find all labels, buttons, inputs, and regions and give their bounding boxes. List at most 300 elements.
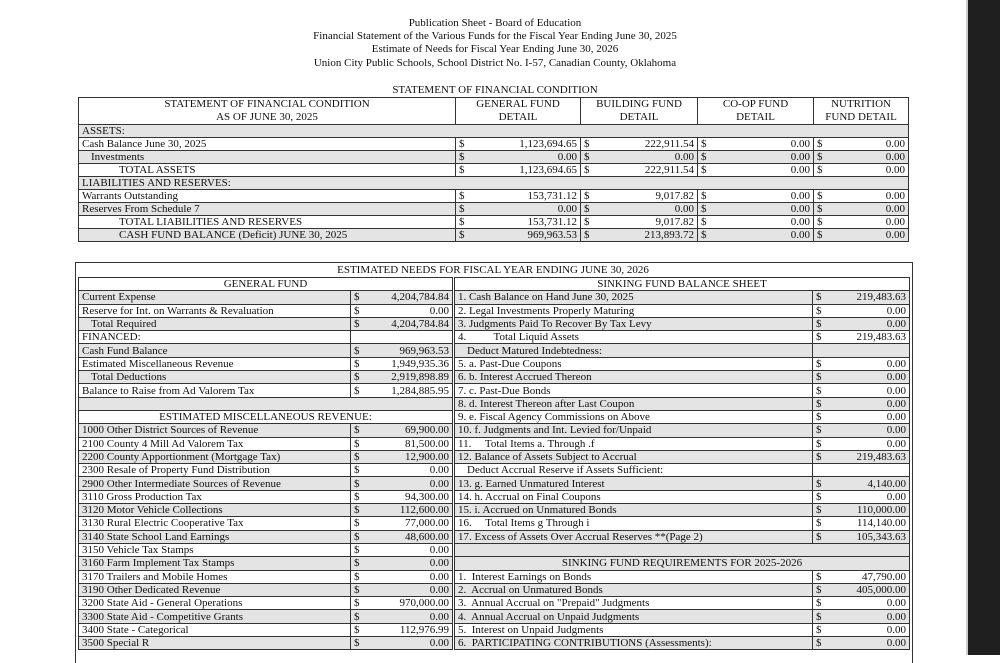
table-row bbox=[455, 504, 910, 517]
table-row bbox=[79, 344, 453, 357]
row-label: 2300 Resale of Property Fund Distribution bbox=[79, 464, 351, 477]
section-title: SINKING FUND BALANCE SHEET bbox=[455, 278, 910, 291]
dollar-sign: $ bbox=[813, 530, 823, 543]
dollar-sign: $ bbox=[351, 490, 361, 503]
row-label: 16. Total Items g Through i bbox=[455, 517, 813, 530]
header-row bbox=[79, 98, 909, 125]
table-row bbox=[455, 517, 910, 530]
row-label: 3200 State Aid - General Operations bbox=[79, 597, 351, 610]
table-row bbox=[455, 410, 910, 423]
cell-value: 1,123,694.65 bbox=[466, 164, 581, 177]
dollar-sign: $ bbox=[456, 151, 466, 164]
dollar-sign: $ bbox=[351, 477, 361, 490]
cell-value: 0.00 bbox=[823, 424, 910, 437]
estimated-needs-title: ESTIMATED NEEDS FOR FISCAL YEAR ENDING JUNE 30, 2026 bbox=[337, 264, 649, 276]
table-row bbox=[79, 490, 453, 503]
row-label: Estimated Miscellaneous Revenue bbox=[79, 357, 351, 370]
cell-value: 0.00 bbox=[823, 490, 910, 503]
row-label: 12. Balance of Assets Subject to Accrual bbox=[455, 450, 813, 463]
dollar-sign: $ bbox=[813, 437, 823, 450]
row-label: 3190 Other Dedicated Revenue bbox=[79, 583, 351, 596]
row-label: 3. Annual Accrual on "Prepaid" Judgments bbox=[455, 597, 813, 610]
table-row bbox=[79, 229, 909, 242]
row-label: Warrants Outstanding bbox=[79, 190, 456, 203]
column-header-fund bbox=[814, 98, 909, 125]
row-label: 2900 Other Intermediate Sources of Revenue bbox=[79, 477, 351, 490]
cell-value: 12,900.00 bbox=[361, 450, 453, 463]
table-row bbox=[455, 610, 910, 623]
cell-value: 969,963.53 bbox=[466, 229, 581, 242]
dollar-sign: $ bbox=[814, 151, 824, 164]
cell-value: 0.00 bbox=[823, 637, 910, 650]
cell-value: 0.00 bbox=[708, 138, 814, 151]
row-label: 3170 Trailers and Mobile Homes bbox=[79, 570, 351, 583]
row-label: 3110 Gross Production Tax bbox=[79, 490, 351, 503]
table-row bbox=[79, 384, 453, 397]
dollar-sign: $ bbox=[813, 637, 823, 650]
dollar-sign: $ bbox=[813, 397, 823, 410]
row-label: TOTAL ASSETS bbox=[79, 164, 456, 177]
cell-value: 0.00 bbox=[823, 437, 910, 450]
cell-value: 0.00 bbox=[823, 357, 910, 370]
table-row bbox=[79, 164, 909, 177]
dollar-sign: $ bbox=[351, 557, 361, 570]
row-label: 3300 State Aid - Competitive Grants bbox=[79, 610, 351, 623]
cell-value: 405,000.00 bbox=[823, 583, 910, 596]
table-row bbox=[455, 570, 910, 583]
col-title: BUILDING FUND bbox=[596, 98, 682, 110]
row-label: 5. a. Past-Due Coupons bbox=[455, 357, 813, 370]
dollar-sign: $ bbox=[581, 164, 591, 177]
cell-value: 77,000.00 bbox=[361, 517, 453, 530]
cell-value: 969,963.53 bbox=[361, 344, 453, 357]
dollar-sign: $ bbox=[813, 371, 823, 384]
cell-value: 0.00 bbox=[361, 477, 453, 490]
cell-value: 0.00 bbox=[361, 583, 453, 596]
table-row bbox=[79, 138, 909, 151]
row-label: 1. Interest Earnings on Bonds bbox=[455, 570, 813, 583]
cell-value: 0.00 bbox=[361, 557, 453, 570]
cell-value: 0.00 bbox=[361, 610, 453, 623]
dollar-sign: $ bbox=[351, 464, 361, 477]
dollar-sign: $ bbox=[813, 623, 823, 636]
cell-value: 222,911.54 bbox=[591, 164, 698, 177]
cell-value: 222,911.54 bbox=[591, 138, 698, 151]
dollar-sign: $ bbox=[813, 317, 823, 330]
col-title: CO-OP FUND bbox=[722, 98, 789, 110]
dollar-sign: $ bbox=[456, 164, 466, 177]
table-row bbox=[79, 424, 453, 437]
cell-value: 1,123,694.65 bbox=[466, 138, 581, 151]
table-row bbox=[79, 530, 453, 543]
dollar-sign: $ bbox=[814, 203, 824, 216]
dollar-sign: $ bbox=[813, 384, 823, 397]
table-row bbox=[455, 597, 910, 610]
cell-value: 0.00 bbox=[591, 151, 698, 164]
dollar-sign: $ bbox=[814, 190, 824, 203]
dollar-sign: $ bbox=[813, 450, 823, 463]
cell-value: 0.00 bbox=[823, 384, 910, 397]
dollar-sign: $ bbox=[351, 597, 361, 610]
dollar-sign: $ bbox=[813, 597, 823, 610]
col-title: NUTRITION bbox=[831, 98, 891, 110]
dollar-sign: $ bbox=[456, 138, 466, 151]
cell-value: 48,600.00 bbox=[361, 530, 453, 543]
cell-value: 219,483.63 bbox=[823, 331, 910, 344]
dollar-sign: $ bbox=[351, 304, 361, 317]
row-label: Balance to Raise from Ad Valorem Tax bbox=[79, 384, 351, 397]
table-row bbox=[79, 203, 909, 216]
empty-cell bbox=[813, 344, 910, 357]
row-label: Current Expense bbox=[79, 291, 351, 304]
dollar-sign: $ bbox=[581, 229, 591, 242]
table-row bbox=[79, 623, 453, 636]
sinking-fund-table bbox=[454, 277, 910, 650]
cell-value: 0.00 bbox=[823, 610, 910, 623]
row-label: Investments bbox=[79, 151, 456, 164]
district-name: Union City Public Schools, School District No. I-57, Canadian County, Oklahoma bbox=[313, 57, 677, 69]
doc-subtitle: Financial Statement of the Various Funds for the Fiscal Year Ending June 30, 2025 bbox=[313, 30, 677, 42]
empty-cell bbox=[813, 464, 910, 477]
cell-value: 0.00 bbox=[823, 397, 910, 410]
dollar-sign: $ bbox=[813, 291, 823, 304]
row-label: FINANCED: bbox=[79, 331, 351, 344]
cell-value: 69,900.00 bbox=[361, 424, 453, 437]
dollar-sign: $ bbox=[581, 190, 591, 203]
cell-value: 110,000.00 bbox=[823, 504, 910, 517]
table-row bbox=[79, 557, 453, 570]
dollar-sign: $ bbox=[351, 530, 361, 543]
dollar-sign: $ bbox=[456, 216, 466, 229]
table-row bbox=[455, 424, 910, 437]
dollar-sign: $ bbox=[581, 216, 591, 229]
dollar-sign: $ bbox=[814, 229, 824, 242]
statement-title: STATEMENT OF FINANCIAL CONDITION bbox=[392, 84, 598, 96]
cell-value: 153,731.12 bbox=[466, 216, 581, 229]
col-sub: DETAIL bbox=[619, 111, 659, 123]
dollar-sign: $ bbox=[698, 190, 708, 203]
table-row bbox=[455, 344, 910, 357]
table-row bbox=[79, 317, 453, 330]
cell-value: 9,017.82 bbox=[591, 190, 698, 203]
cell-value: 0.00 bbox=[823, 597, 910, 610]
dollar-sign: $ bbox=[813, 583, 823, 596]
cell-value: 0.00 bbox=[466, 151, 581, 164]
dollar-sign: $ bbox=[698, 138, 708, 151]
table-row bbox=[79, 291, 453, 304]
table-row bbox=[79, 637, 453, 650]
table-row bbox=[79, 450, 453, 463]
dollar-sign: $ bbox=[698, 229, 708, 242]
cell-value: 213,893.72 bbox=[591, 229, 698, 242]
cell-value: 4,204,784.84 bbox=[361, 317, 453, 330]
cell-value: 112,976.99 bbox=[361, 623, 453, 636]
col-sub: DETAIL bbox=[498, 111, 538, 123]
cell-value: 4,204,784.84 bbox=[361, 291, 453, 304]
table-row bbox=[455, 530, 910, 543]
dollar-sign: $ bbox=[698, 164, 708, 177]
dollar-sign: $ bbox=[351, 504, 361, 517]
section-title: GENERAL FUND bbox=[79, 278, 453, 291]
dollar-sign: $ bbox=[813, 304, 823, 317]
table-row bbox=[455, 384, 910, 397]
row-label: 3500 Special R bbox=[79, 637, 351, 650]
cell-value: 219,483.63 bbox=[823, 450, 910, 463]
row-label: 11. Total Items a. Through .f bbox=[455, 437, 813, 450]
column-header-fund bbox=[581, 98, 698, 125]
dollar-sign: $ bbox=[351, 543, 361, 556]
dollar-sign: $ bbox=[813, 517, 823, 530]
row-label: 4. Annual Accrual on Unpaid Judgments bbox=[455, 610, 813, 623]
row-label bbox=[79, 397, 453, 410]
table-row bbox=[455, 583, 910, 596]
dollar-sign: $ bbox=[813, 610, 823, 623]
dollar-sign: $ bbox=[813, 410, 823, 423]
dollar-sign: $ bbox=[351, 623, 361, 636]
dollar-sign: $ bbox=[581, 203, 591, 216]
row-label: 10. f. Judgments and Int. Levied for/Unpaid bbox=[455, 424, 813, 437]
column-header-statement bbox=[79, 98, 456, 125]
table-row bbox=[455, 304, 910, 317]
cell-value: 4,140.00 bbox=[823, 477, 910, 490]
cell-value: 0.00 bbox=[824, 203, 909, 216]
cell-value: 105,343.63 bbox=[823, 530, 910, 543]
table-row bbox=[79, 517, 453, 530]
dollar-sign: $ bbox=[351, 291, 361, 304]
dollar-sign: $ bbox=[351, 384, 361, 397]
dollar-sign: $ bbox=[814, 216, 824, 229]
table-row bbox=[79, 504, 453, 517]
section-header-row bbox=[79, 278, 453, 291]
table-row bbox=[79, 357, 453, 370]
cell-value: 219,483.63 bbox=[823, 291, 910, 304]
row-label: 6. b. Interest Accrued Thereon bbox=[455, 371, 813, 384]
row-label bbox=[455, 543, 910, 556]
table-row bbox=[455, 637, 910, 650]
dollar-sign: $ bbox=[351, 517, 361, 530]
dollar-sign: $ bbox=[351, 450, 361, 463]
col-title: GENERAL FUND bbox=[476, 98, 560, 110]
table-row bbox=[455, 357, 910, 370]
cell-value: 0.00 bbox=[466, 203, 581, 216]
row-label: 3150 Vehicle Tax Stamps bbox=[79, 543, 351, 556]
table-row bbox=[455, 450, 910, 463]
scanner-background bbox=[968, 0, 1000, 655]
cell-value: 0.00 bbox=[708, 190, 814, 203]
row-label: 8. d. Interest Thereon after Last Coupon bbox=[455, 397, 813, 410]
row-label: 2. Accrual on Unmatured Bonds bbox=[455, 583, 813, 596]
cell-value: 153,731.12 bbox=[466, 190, 581, 203]
table-row bbox=[455, 543, 910, 556]
empty-cell bbox=[351, 331, 453, 344]
row-label: 1000 Other District Sources of Revenue bbox=[79, 424, 351, 437]
table-row bbox=[455, 557, 910, 570]
table-row bbox=[79, 410, 453, 423]
col-label-1: STATEMENT OF FINANCIAL CONDITION bbox=[164, 98, 370, 110]
row-label: ASSETS: bbox=[79, 125, 909, 138]
row-label: 1. Cash Balance on Hand June 30, 2025 bbox=[455, 291, 813, 304]
row-label: Total Deductions bbox=[79, 371, 351, 384]
dollar-sign: $ bbox=[456, 203, 466, 216]
cell-value: 0.00 bbox=[361, 543, 453, 556]
table-row bbox=[455, 464, 910, 477]
col-sub: DETAIL bbox=[736, 111, 775, 123]
row-label: 6. PARTICIPATING CONTRIBUTIONS (Assessments): bbox=[455, 637, 813, 650]
cell-value: 0.00 bbox=[823, 371, 910, 384]
row-label: 5. Interest on Unpaid Judgments bbox=[455, 623, 813, 636]
column-header-fund bbox=[456, 98, 581, 125]
doc-title: Publication Sheet - Board of Education bbox=[408, 17, 582, 29]
cell-value: 0.00 bbox=[361, 637, 453, 650]
row-label: TOTAL LIABILITIES AND RESERVES bbox=[79, 216, 456, 229]
dollar-sign: $ bbox=[351, 357, 361, 370]
table-row bbox=[455, 437, 910, 450]
row-label: LIABILITIES AND RESERVES: bbox=[79, 177, 909, 190]
cell-value: 1,284,885.95 bbox=[361, 384, 453, 397]
dollar-sign: $ bbox=[698, 203, 708, 216]
cell-value: 0.00 bbox=[708, 203, 814, 216]
cell-value: 0.00 bbox=[823, 410, 910, 423]
table-row bbox=[455, 331, 910, 344]
dollar-sign: $ bbox=[813, 357, 823, 370]
dollar-sign: $ bbox=[351, 317, 361, 330]
table-row bbox=[79, 177, 909, 190]
table-row bbox=[79, 331, 453, 344]
dollar-sign: $ bbox=[351, 344, 361, 357]
dollar-sign: $ bbox=[351, 424, 361, 437]
cell-value: 0.00 bbox=[823, 317, 910, 330]
col-label-2: AS OF JUNE 30, 2025 bbox=[216, 111, 318, 123]
row-label: Cash Fund Balance bbox=[79, 344, 351, 357]
table-row bbox=[79, 304, 453, 317]
cell-value: 81,500.00 bbox=[361, 437, 453, 450]
row-label: 13. g. Earned Unmatured Interest bbox=[455, 477, 813, 490]
row-label: 7. c. Past-Due Bonds bbox=[455, 384, 813, 397]
row-label: 9. e. Fiscal Agency Commissions on Above bbox=[455, 410, 813, 423]
cell-value: 0.00 bbox=[824, 151, 909, 164]
dollar-sign: $ bbox=[813, 504, 823, 517]
table-row bbox=[455, 477, 910, 490]
cell-value: 0.00 bbox=[708, 151, 814, 164]
table-row bbox=[79, 190, 909, 203]
doc-subtitle-2: Estimate of Needs for Fiscal Year Ending June 30, 2026 bbox=[371, 43, 619, 55]
dollar-sign: $ bbox=[813, 331, 823, 344]
row-label: Reserve for Int. on Warrants & Revaluation bbox=[79, 304, 351, 317]
table-row bbox=[455, 371, 910, 384]
table-row bbox=[79, 397, 453, 410]
table-row bbox=[455, 397, 910, 410]
cell-value: 0.00 bbox=[824, 190, 909, 203]
table-row bbox=[455, 317, 910, 330]
table-row bbox=[79, 151, 909, 164]
row-label: ESTIMATED MISCELLANEOUS REVENUE: bbox=[79, 410, 453, 423]
cell-value: 0.00 bbox=[361, 464, 453, 477]
table-row bbox=[79, 570, 453, 583]
dollar-sign: $ bbox=[351, 371, 361, 384]
cell-value: 47,790.00 bbox=[823, 570, 910, 583]
col-sub: FUND DETAIL bbox=[825, 111, 897, 123]
dollar-sign: $ bbox=[581, 138, 591, 151]
dollar-sign: $ bbox=[456, 190, 466, 203]
table-row bbox=[79, 610, 453, 623]
cell-value: 0.00 bbox=[823, 304, 910, 317]
row-label: 3120 Motor Vehicle Collections bbox=[79, 504, 351, 517]
cell-value: 9,017.82 bbox=[591, 216, 698, 229]
row-label: 3140 State School Land Earnings bbox=[79, 530, 351, 543]
row-label: 3400 State - Categorical bbox=[79, 623, 351, 636]
table-row bbox=[455, 490, 910, 503]
cell-value: 0.00 bbox=[361, 570, 453, 583]
dollar-sign: $ bbox=[351, 637, 361, 650]
table-row bbox=[79, 477, 453, 490]
dollar-sign: $ bbox=[351, 583, 361, 596]
row-label: 2200 County Apportionment (Mortgage Tax) bbox=[79, 450, 351, 463]
table-row bbox=[79, 216, 909, 229]
cell-value: 0.00 bbox=[824, 138, 909, 151]
dollar-sign: $ bbox=[351, 610, 361, 623]
cell-value: 114,140.00 bbox=[823, 517, 910, 530]
row-label: Total Required bbox=[79, 317, 351, 330]
table-row bbox=[79, 125, 909, 138]
cell-value: 0.00 bbox=[824, 164, 909, 177]
row-label: Cash Balance June 30, 2025 bbox=[79, 138, 456, 151]
table-row bbox=[455, 623, 910, 636]
dollar-sign: $ bbox=[351, 570, 361, 583]
row-label: Deduct Accrual Reserve if Assets Sufficient: bbox=[455, 464, 813, 477]
dollar-sign: $ bbox=[814, 164, 824, 177]
row-label: 3. Judgments Paid To Recover By Tax Levy bbox=[455, 317, 813, 330]
dollar-sign: $ bbox=[698, 151, 708, 164]
cell-value: 1,949,935.36 bbox=[361, 357, 453, 370]
dollar-sign: $ bbox=[813, 570, 823, 583]
row-label: Deduct Matured Indebtedness: bbox=[455, 344, 813, 357]
cell-value: 0.00 bbox=[824, 216, 909, 229]
row-label: CASH FUND BALANCE (Deficit) JUNE 30, 2025 bbox=[79, 229, 456, 242]
table-row bbox=[79, 583, 453, 596]
cell-value: 2,919,898.89 bbox=[361, 371, 453, 384]
cell-value: 0.00 bbox=[708, 216, 814, 229]
cell-value: 0.00 bbox=[708, 164, 814, 177]
section-header-row bbox=[455, 278, 910, 291]
row-label: 3160 Farm Implement Tax Stamps bbox=[79, 557, 351, 570]
cell-value: 0.00 bbox=[591, 203, 698, 216]
cell-value: 0.00 bbox=[824, 229, 909, 242]
dollar-sign: $ bbox=[456, 229, 466, 242]
row-label: 2100 County 4 Mill Ad Valorem Tax bbox=[79, 437, 351, 450]
row-label: 3130 Rural Electric Cooperative Tax bbox=[79, 517, 351, 530]
column-header-fund bbox=[698, 98, 814, 125]
row-label: 4. Total Liquid Assets bbox=[455, 331, 813, 344]
cell-value: 970,000.00 bbox=[361, 597, 453, 610]
cell-value: 94,300.00 bbox=[361, 490, 453, 503]
table-row bbox=[79, 543, 453, 556]
dollar-sign: $ bbox=[814, 138, 824, 151]
dollar-sign: $ bbox=[698, 216, 708, 229]
table-row bbox=[79, 597, 453, 610]
dollar-sign: $ bbox=[813, 490, 823, 503]
table-row bbox=[79, 371, 453, 384]
table-row bbox=[79, 437, 453, 450]
table-row bbox=[455, 291, 910, 304]
row-label: 17. Excess of Assets Over Accrual Reserves **(Page 2) bbox=[455, 530, 813, 543]
cell-value: 0.00 bbox=[361, 304, 453, 317]
row-label: 2. Legal Investments Properly Maturing bbox=[455, 304, 813, 317]
cell-value: 0.00 bbox=[708, 229, 814, 242]
row-label: Reserves From Schedule 7 bbox=[79, 203, 456, 216]
dollar-sign: $ bbox=[351, 437, 361, 450]
dollar-sign: $ bbox=[813, 477, 823, 490]
table-row bbox=[79, 464, 453, 477]
